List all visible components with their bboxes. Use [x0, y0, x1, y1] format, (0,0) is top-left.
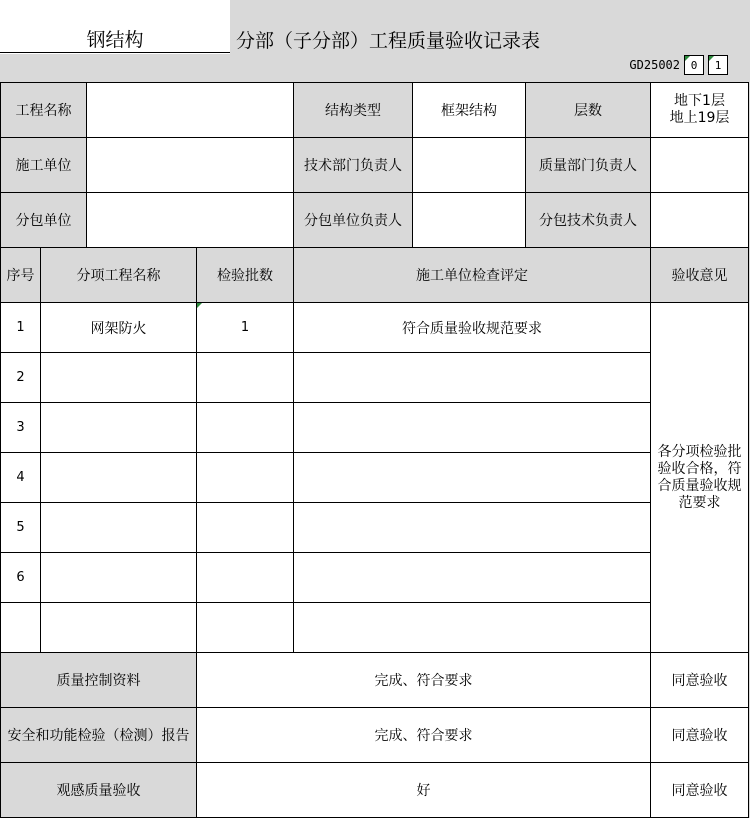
row-batches[interactable] — [197, 553, 294, 603]
construction-unit-value[interactable] — [87, 138, 294, 193]
summary-row — [1, 653, 749, 708]
summary-label: 观感质量验收 — [1, 763, 197, 818]
row-seq: 2 — [1, 353, 41, 403]
row-item-name[interactable] — [41, 453, 197, 503]
row-batches[interactable] — [197, 453, 294, 503]
acceptance-table — [0, 82, 749, 818]
summary-result[interactable]: 好 — [197, 763, 651, 818]
quality-head-value[interactable] — [651, 138, 749, 193]
row-seq: 6 — [1, 553, 41, 603]
table-row — [1, 403, 749, 453]
table-row — [1, 503, 749, 553]
acceptance-opinion[interactable]: 各分项检验批验收合格，符合质量验收规范要求 — [651, 303, 749, 653]
subcontractor-label: 分包单位 — [1, 193, 87, 248]
opinion-header: 验收意见 — [651, 248, 749, 303]
tech-head-value[interactable] — [413, 138, 526, 193]
row-batches[interactable] — [197, 353, 294, 403]
row-seq: 3 — [1, 403, 41, 453]
summary-label: 安全和功能检验（检测）报告 — [1, 708, 197, 763]
row-item-name[interactable]: 网架防火 — [41, 303, 197, 353]
row-batches[interactable] — [197, 403, 294, 453]
subcontractor-value[interactable] — [87, 193, 294, 248]
row-check[interactable] — [294, 553, 651, 603]
form-code-row — [629, 54, 728, 76]
summary-opinion[interactable]: 同意验收 — [651, 708, 749, 763]
row-batches[interactable] — [197, 503, 294, 553]
code-box-2[interactable]: 1 — [708, 55, 728, 75]
seq-header: 序号 — [1, 248, 41, 303]
floors-value-line2: 地上19层 — [669, 110, 730, 126]
row-item-name[interactable] — [41, 503, 197, 553]
sub-tech-head-value[interactable] — [651, 193, 749, 248]
summary-row — [1, 763, 749, 818]
row-batches[interactable] — [197, 603, 294, 653]
summary-label: 质量控制资料 — [1, 653, 197, 708]
project-name-label: 工程名称 — [1, 83, 87, 138]
table-row — [1, 353, 749, 403]
sub-head-label: 分包单位负责人 — [294, 193, 413, 248]
row-check[interactable] — [294, 503, 651, 553]
row-seq — [1, 603, 41, 653]
construction-unit-label: 施工单位 — [1, 138, 87, 193]
row-item-name[interactable] — [41, 603, 197, 653]
row-seq: 5 — [1, 503, 41, 553]
summary-row — [1, 708, 749, 763]
summary-result[interactable]: 完成、符合要求 — [197, 708, 651, 763]
table-row — [1, 553, 749, 603]
row-seq: 1 — [1, 303, 41, 353]
item-name-header: 分项工程名称 — [41, 248, 197, 303]
floors-label: 层数 — [526, 83, 651, 138]
structure-type-value[interactable]: 框架结构 — [413, 83, 526, 138]
floors-value-line1: 地下1层 — [674, 93, 725, 109]
sub-tech-head-label: 分包技术负责人 — [526, 193, 651, 248]
row-check[interactable] — [294, 453, 651, 503]
row-check[interactable]: 符合质量验收规范要求 — [294, 303, 651, 353]
floors-value[interactable] — [651, 83, 749, 138]
form-title: 分部（子分部）工程质量验收记录表 — [236, 30, 541, 52]
row-item-name[interactable] — [41, 353, 197, 403]
row-item-name[interactable] — [41, 553, 197, 603]
sub-head-value[interactable] — [413, 193, 526, 248]
row-batches[interactable]: 1 — [197, 303, 294, 353]
form-code: GD25002 — [629, 58, 680, 72]
row-check[interactable] — [294, 353, 651, 403]
summary-opinion[interactable]: 同意验收 — [651, 653, 749, 708]
batches-header: 检验批数 — [197, 248, 294, 303]
table-row — [1, 603, 749, 653]
table-row — [1, 303, 749, 353]
quality-head-label: 质量部门负责人 — [526, 138, 651, 193]
project-name-value[interactable] — [87, 83, 294, 138]
code-box-1[interactable]: 0 — [684, 55, 704, 75]
summary-opinion[interactable]: 同意验收 — [651, 763, 749, 818]
summary-result[interactable]: 完成、符合要求 — [197, 653, 651, 708]
row-item-name[interactable] — [41, 403, 197, 453]
tech-head-label: 技术部门负责人 — [294, 138, 413, 193]
check-header: 施工单位检查评定 — [294, 248, 651, 303]
row-check[interactable] — [294, 603, 651, 653]
row-check[interactable] — [294, 403, 651, 453]
table-row — [1, 453, 749, 503]
section-name: 钢结构 — [0, 28, 230, 53]
structure-type-label: 结构类型 — [294, 83, 413, 138]
row-seq: 4 — [1, 453, 41, 503]
